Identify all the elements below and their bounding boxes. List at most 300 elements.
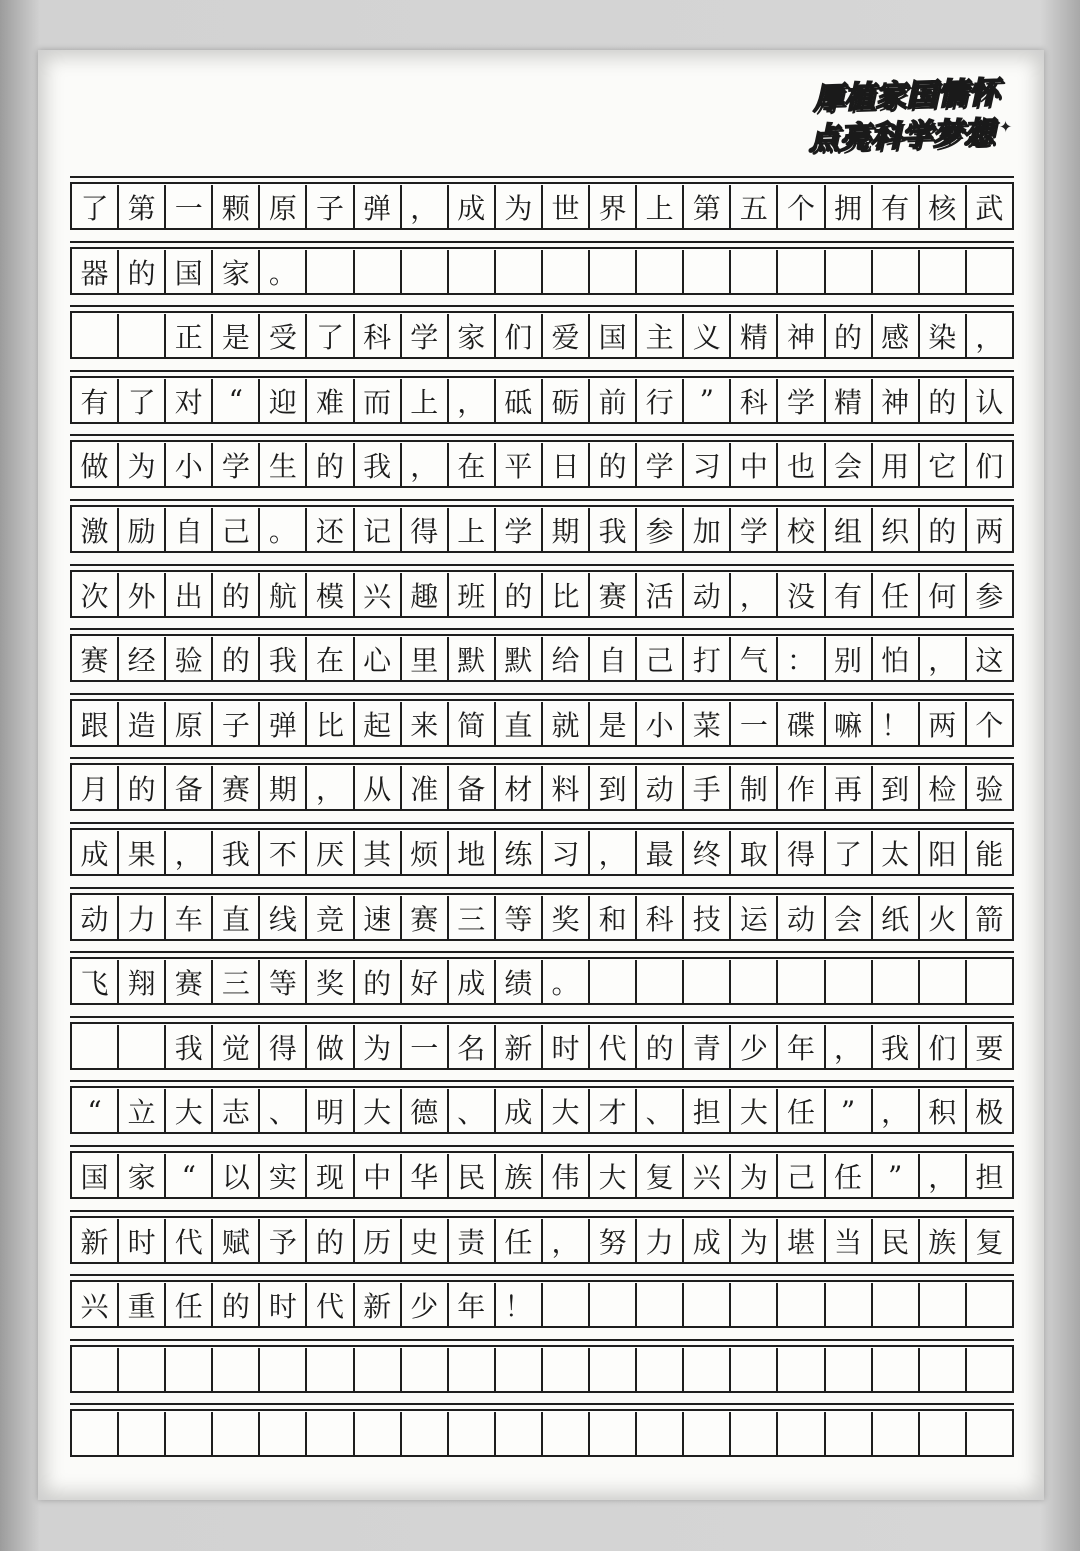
grid-cell: 大 [166, 1089, 213, 1133]
grid-cell: 自 [166, 508, 213, 552]
grid-cell: 砺 [543, 379, 590, 423]
grid-cell: 怕 [873, 637, 920, 681]
grid-cell: 它 [920, 443, 967, 487]
grid-cell [967, 1412, 1012, 1456]
grid-row [70, 1345, 1014, 1393]
grid-cell: 竞 [307, 896, 354, 940]
grid-cell: 习 [684, 443, 731, 487]
grid-row [70, 311, 1014, 359]
grid-cell: 原 [260, 185, 307, 229]
grid-cell: 上 [449, 508, 496, 552]
grid-cell: 动 [778, 896, 825, 940]
grid-cell [873, 1283, 920, 1327]
grid-cell: 世 [543, 185, 590, 229]
grid-cell [543, 1412, 590, 1456]
grid-cell: 个 [778, 185, 825, 229]
grid-cell: 的 [355, 960, 402, 1004]
grid-cell: 神 [873, 379, 920, 423]
grid-cell [920, 1412, 967, 1456]
grid-cell: 检 [920, 766, 967, 810]
grid-cell: 力 [637, 1219, 684, 1263]
grid-cell: 箭 [975, 902, 1004, 936]
grid-cell: ， [826, 1025, 873, 1069]
grid-cell: 我 [590, 508, 637, 552]
grid-cell: 一 [166, 185, 213, 229]
grid-cell: 等 [260, 960, 307, 1004]
grid-cell: 、 [260, 1089, 307, 1133]
grid-cell: 实 [260, 1154, 307, 1198]
grid-cell: “ [213, 379, 260, 423]
grid-cell: 赛 [402, 896, 449, 940]
grid-cell: 德 [402, 1089, 449, 1133]
grid-cell: 时 [119, 1219, 166, 1263]
header-line-2: 点亮科学梦想 [808, 115, 996, 158]
grid-cell [166, 1348, 213, 1392]
grid-cell: 责 [449, 1219, 496, 1263]
grid-cell: 极 [975, 1096, 1004, 1130]
grid-cell: 民 [873, 1219, 920, 1263]
grid-row [70, 570, 1014, 618]
grid-cell [826, 250, 873, 294]
grid-cell: 期 [543, 508, 590, 552]
grid-cell: 有 [72, 379, 119, 423]
grid-cell: 赛 [213, 766, 260, 810]
grid-cell: 了 [72, 185, 119, 229]
grid-cell: ， [975, 321, 1004, 355]
grid-cell [637, 250, 684, 294]
grid-cell: 染 [920, 314, 967, 358]
grid-cell: 的 [307, 1219, 354, 1263]
grid-cell: 拥 [826, 185, 873, 229]
grid-cell: 己 [778, 1154, 825, 1198]
grid-cell [967, 960, 1012, 1004]
grid-cell: 伟 [543, 1154, 590, 1198]
grid-cell: 担 [684, 1089, 731, 1133]
grid-cell: 动 [637, 766, 684, 810]
grid-cell: 我 [260, 637, 307, 681]
grid-cell: 任 [778, 1089, 825, 1133]
grid-cell: 力 [119, 896, 166, 940]
grid-cell: 迎 [260, 379, 307, 423]
grid-cell: 个 [975, 708, 1004, 742]
grid-cell [826, 1348, 873, 1392]
grid-cell: 名 [449, 1025, 496, 1069]
grid-cell: 任 [873, 573, 920, 617]
grid-cell: 对 [166, 379, 213, 423]
grid-cell [778, 1283, 825, 1327]
grid-cell: 做 [72, 443, 119, 487]
grid-cell: 碟 [778, 702, 825, 746]
grid-cell: ， [920, 637, 967, 681]
grid-cell: 两 [975, 515, 1004, 548]
grid-cell [920, 1348, 967, 1392]
grid-cell: ， [543, 1219, 590, 1263]
grid-cell: 难 [307, 379, 354, 423]
grid-cell: 加 [684, 508, 731, 552]
grid-cell: 自 [590, 637, 637, 681]
grid-cell: 有 [826, 573, 873, 617]
grid-cell [543, 1283, 590, 1327]
grid-cell: 给 [543, 637, 590, 681]
grid-cell: 己 [637, 637, 684, 681]
grid-cell: 、 [449, 1089, 496, 1133]
grid-cell [731, 1412, 778, 1456]
grid-cell: 五 [731, 185, 778, 229]
grid-cell: 青 [684, 1025, 731, 1069]
grid-cell: 我 [213, 831, 260, 875]
grid-cell: 为 [731, 1219, 778, 1263]
grid-cell: 新 [496, 1025, 543, 1069]
grid-cell: 华 [402, 1154, 449, 1198]
grid-cell [590, 1348, 637, 1392]
grid-cell: 记 [355, 508, 402, 552]
grid-cell [873, 1348, 920, 1392]
grid-cell [260, 1412, 307, 1456]
grid-cell: 原 [166, 702, 213, 746]
grid-cell [684, 960, 731, 1004]
grid-cell [496, 1412, 543, 1456]
grid-cell [637, 1412, 684, 1456]
grid-cell: 果 [119, 831, 166, 875]
grid-cell [543, 1348, 590, 1392]
grid-cell: 成 [684, 1219, 731, 1263]
grid-cell [119, 314, 166, 358]
grid-cell: 打 [684, 637, 731, 681]
grid-cell [778, 1412, 825, 1456]
grid-cell: 料 [543, 766, 590, 810]
grid-cell: 受 [260, 314, 307, 358]
grid-cell [967, 1283, 1012, 1327]
grid-cell: 前 [590, 379, 637, 423]
grid-cell: 学 [213, 443, 260, 487]
grid-cell: 中 [731, 443, 778, 487]
grid-cell: 别 [826, 637, 873, 681]
grid-cell: 子 [213, 702, 260, 746]
grid-cell: 代 [590, 1025, 637, 1069]
grid-cell [826, 1283, 873, 1327]
grid-cell: 比 [307, 702, 354, 746]
grid-cell: 是 [213, 314, 260, 358]
grid-cell: 时 [543, 1025, 590, 1069]
grid-cell: 时 [260, 1283, 307, 1327]
grid-cell [402, 250, 449, 294]
grid-cell: 太 [873, 831, 920, 875]
grid-cell: 的 [119, 766, 166, 810]
grid-cell [119, 1025, 166, 1069]
grid-cell: 平 [496, 443, 543, 487]
grid-cell: 参 [975, 579, 1004, 613]
grid-cell: 义 [684, 314, 731, 358]
grid-cell [496, 250, 543, 294]
grid-cell [731, 250, 778, 294]
grid-cell: 趣 [402, 573, 449, 617]
grid-cell: 赋 [213, 1219, 260, 1263]
grid-cell: 组 [826, 508, 873, 552]
grid-cell: 烦 [402, 831, 449, 875]
grid-cell: 国 [72, 1154, 119, 1198]
grid-cell: 航 [260, 573, 307, 617]
grid-row [70, 1086, 1014, 1134]
grid-cell: 验 [166, 637, 213, 681]
grid-cell: 们 [975, 450, 1004, 484]
grid-cell: 科 [355, 314, 402, 358]
grid-cell: 兴 [72, 1283, 119, 1327]
grid-cell: 就 [543, 702, 590, 746]
grid-cell: 一 [402, 1025, 449, 1069]
grid-cell [72, 314, 119, 358]
grid-cell: 民 [449, 1154, 496, 1198]
grid-cell: 学 [402, 314, 449, 358]
grid-cell: ” [684, 379, 731, 423]
grid-cell: 得 [260, 1025, 307, 1069]
grid-cell: 嘛 [826, 702, 873, 746]
grid-cell: 主 [637, 314, 684, 358]
grid-cell [731, 960, 778, 1004]
grid-cell [590, 1412, 637, 1456]
grid-row [70, 893, 1014, 941]
grid-cell: 、 [637, 1089, 684, 1133]
grid-cell: 以 [213, 1154, 260, 1198]
grid-row [70, 1409, 1014, 1457]
grid-cell: 家 [213, 250, 260, 294]
grid-cell: 来 [402, 702, 449, 746]
grid-cell: 在 [449, 443, 496, 487]
grid-cell: 外 [119, 573, 166, 617]
grid-row [70, 376, 1014, 424]
grid-cell: 其 [355, 831, 402, 875]
grid-cell: 从 [355, 766, 402, 810]
grid-cell: 任 [166, 1283, 213, 1327]
grid-cell [684, 1412, 731, 1456]
grid-cell: 起 [355, 702, 402, 746]
grid-cell: 努 [590, 1219, 637, 1263]
grid-cell: ， [449, 379, 496, 423]
grid-cell [496, 1348, 543, 1392]
grid-cell: 得 [778, 831, 825, 875]
grid-cell: 重 [119, 1283, 166, 1327]
grid-cell: ， [307, 766, 354, 810]
grid-cell [684, 1283, 731, 1327]
grid-cell: 期 [260, 766, 307, 810]
grid-cell: 现 [307, 1154, 354, 1198]
grid-cell: 纸 [873, 896, 920, 940]
grid-cell: 厌 [307, 831, 354, 875]
grid-cell: 没 [778, 573, 825, 617]
grid-cell: 动 [684, 573, 731, 617]
grid-cell: 小 [166, 443, 213, 487]
grid-cell: 精 [826, 379, 873, 423]
grid-cell: 三 [213, 960, 260, 1004]
grid-row [70, 505, 1014, 553]
grid-cell: 车 [166, 896, 213, 940]
grid-cell: 成 [496, 1089, 543, 1133]
grid-cell: 复 [637, 1154, 684, 1198]
grid-cell [684, 250, 731, 294]
grid-cell [119, 1412, 166, 1456]
grid-cell: ， [402, 443, 449, 487]
grid-cell [213, 1348, 260, 1392]
grid-cell: 也 [778, 443, 825, 487]
grid-cell [778, 250, 825, 294]
grid-cell: ： [778, 637, 825, 681]
grid-cell: 赛 [72, 637, 119, 681]
grid-cell: ！ [496, 1283, 543, 1327]
grid-cell: 练 [496, 831, 543, 875]
grid-cell [590, 1283, 637, 1327]
grid-cell: 里 [402, 637, 449, 681]
grid-cell: 速 [355, 896, 402, 940]
grid-cell: ， [873, 1089, 920, 1133]
grid-cell: 参 [637, 508, 684, 552]
grid-cell: 学 [496, 508, 543, 552]
grid-cell: 我 [355, 443, 402, 487]
grid-cell [543, 250, 590, 294]
grid-cell: 兴 [355, 573, 402, 617]
grid-cell: 了 [119, 379, 166, 423]
grid-cell: 。 [260, 508, 307, 552]
grid-cell: 大 [590, 1154, 637, 1198]
grid-cell: 弹 [260, 702, 307, 746]
grid-cell: 的 [307, 443, 354, 487]
grid-cell: 少 [402, 1283, 449, 1327]
grid-cell: 造 [119, 702, 166, 746]
grid-cell: 神 [778, 314, 825, 358]
grid-cell: 运 [731, 896, 778, 940]
grid-cell: 正 [166, 314, 213, 358]
header-line-1: 厚植家国情怀 [812, 75, 1000, 117]
grid-cell: 核 [920, 185, 967, 229]
grid-cell: 作 [778, 766, 825, 810]
grid-cell: 界 [590, 185, 637, 229]
grid-cell: 两 [920, 702, 967, 746]
grid-cell: 复 [975, 1225, 1004, 1259]
grid-cell: 学 [637, 443, 684, 487]
grid-cell: 有 [873, 185, 920, 229]
grid-cell: 赛 [590, 573, 637, 617]
grid-cell: 爱 [543, 314, 590, 358]
grid-cell: 是 [590, 702, 637, 746]
grid-cell: 备 [166, 766, 213, 810]
grid-cell: 材 [496, 766, 543, 810]
grid-cell: 精 [731, 314, 778, 358]
grid-cell: 的 [637, 1025, 684, 1069]
grid-cell: 颗 [213, 185, 260, 229]
grid-cell [873, 250, 920, 294]
grid-cell: ！ [873, 702, 920, 746]
grid-cell [684, 1348, 731, 1392]
grid-cell: 我 [166, 1025, 213, 1069]
grid-cell: 志 [213, 1089, 260, 1133]
grid-cell: 奖 [307, 960, 354, 1004]
grid-cell: 大 [731, 1089, 778, 1133]
grid-cell [637, 1283, 684, 1327]
grid-cell: 认 [975, 385, 1004, 419]
grid-cell: 直 [496, 702, 543, 746]
grid-cell: 年 [449, 1283, 496, 1327]
grid-cell: 火 [920, 896, 967, 940]
grid-cell: 科 [731, 379, 778, 423]
grid-cell [355, 1412, 402, 1456]
grid-cell [731, 1283, 778, 1327]
grid-cell: 族 [920, 1219, 967, 1263]
grid-cell: 上 [637, 185, 684, 229]
grid-cell: 当 [826, 1219, 873, 1263]
grid-cell: ” [873, 1154, 920, 1198]
grid-cell: 月 [72, 766, 119, 810]
grid-cell [72, 1412, 119, 1456]
grid-cell: ， [166, 831, 213, 875]
grid-cell: 飞 [72, 960, 119, 1004]
grid-cell [637, 1348, 684, 1392]
grid-cell: ， [590, 831, 637, 875]
grid-cell: 为 [731, 1154, 778, 1198]
grid-cell: 家 [449, 314, 496, 358]
grid-cell: 大 [543, 1089, 590, 1133]
grid-cell: 行 [637, 379, 684, 423]
grid-cell: 族 [496, 1154, 543, 1198]
grid-cell [920, 960, 967, 1004]
grid-cell: 奖 [543, 896, 590, 940]
grid-cell: 技 [684, 896, 731, 940]
grid-cell: 做 [307, 1025, 354, 1069]
grid-cell [307, 250, 354, 294]
grid-row [70, 828, 1014, 876]
grid-row [70, 763, 1014, 811]
grid-cell [402, 1348, 449, 1392]
grid-cell: 年 [778, 1025, 825, 1069]
grid-cell: 而 [355, 379, 402, 423]
grid-cell: 才 [590, 1089, 637, 1133]
grid-cell: 默 [449, 637, 496, 681]
grid-cell [72, 1025, 119, 1069]
grid-cell [778, 960, 825, 1004]
grid-cell: 们 [920, 1025, 967, 1069]
grid-cell: ， [402, 185, 449, 229]
grid-cell [119, 1348, 166, 1392]
grid-cell: “ [72, 1089, 119, 1133]
grid-cell: ， [920, 1154, 967, 1198]
grid-cell: 担 [975, 1161, 1004, 1194]
grid-cell: 的 [213, 637, 260, 681]
grid-cell: 比 [543, 573, 590, 617]
grid-cell [920, 1283, 967, 1327]
grid-cell: 的 [213, 573, 260, 617]
grid-cell [260, 1348, 307, 1392]
grid-cell: 代 [307, 1283, 354, 1327]
grid-row [70, 1151, 1014, 1199]
grid-cell: 的 [119, 250, 166, 294]
grid-cell [637, 960, 684, 1004]
grid-cell [402, 1412, 449, 1456]
grid-cell: 手 [684, 766, 731, 810]
grid-cell: 器 [72, 250, 119, 294]
grid-cell: 国 [590, 314, 637, 358]
grid-cell: 再 [826, 766, 873, 810]
grid-row [70, 634, 1014, 682]
grid-cell: 一 [731, 702, 778, 746]
grid-cell: 取 [731, 831, 778, 875]
grid-cell: 成 [449, 960, 496, 1004]
grid-cell: 新 [72, 1219, 119, 1263]
grid-cell: 兴 [684, 1154, 731, 1198]
grid-cell: 弹 [355, 185, 402, 229]
grid-cell: 学 [778, 379, 825, 423]
grid-cell: 备 [449, 766, 496, 810]
grid-cell [307, 1412, 354, 1456]
grid-cell: 。 [543, 960, 590, 1004]
grid-cell: 出 [166, 573, 213, 617]
grid-row [70, 440, 1014, 488]
